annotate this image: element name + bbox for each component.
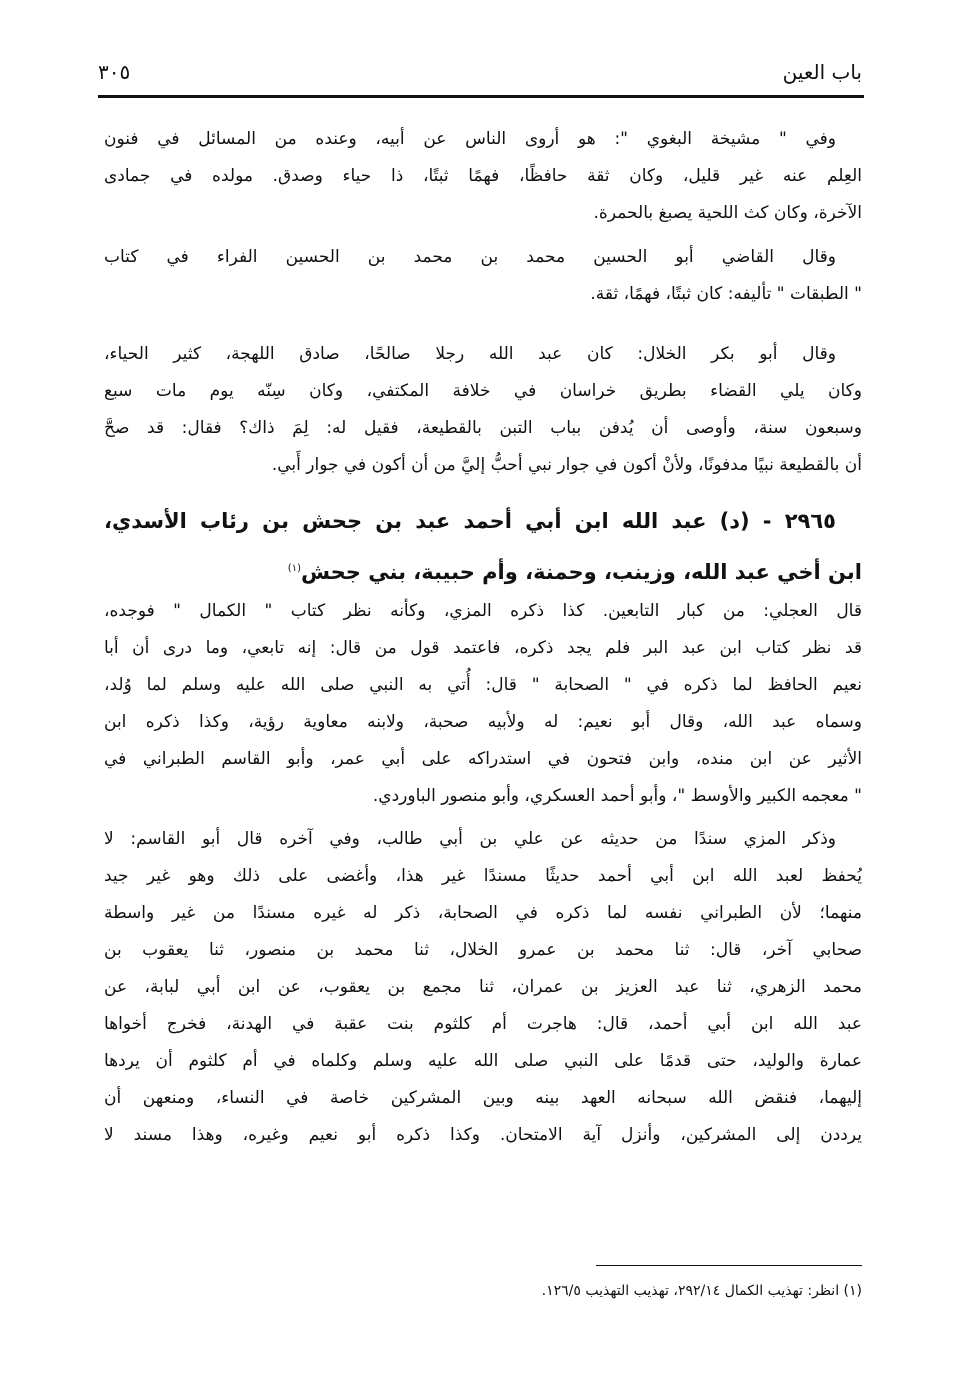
text-line: " الطبقات " تأليفه: كان ثبتًا، فهمًا، ثقة. — [590, 284, 862, 304]
page-number: ٣٠٥ — [98, 60, 131, 84]
text-line: العِلم عنه غير قليل، وكان ثقة حافظًا، فهمًا ثبتًا، ذا حياء وصدق. مولده في جمادى — [104, 166, 862, 186]
footnote-rule — [596, 1265, 862, 1266]
text-line: وذكر المزي سندًا من حديثه عن علي بن أبي طالب، وفي آخره قال أبو القاسم: لا — [104, 829, 836, 849]
text-line: صحابي آخر، قال: ثنا محمد بن عمرو الخلال، ثنا محمد بن منصور، ثنا يعقوب بن — [104, 940, 862, 960]
paragraph-3 — [104, 336, 862, 484]
text-line: وفي " مشيخة البغوي ": هو أروى الناس عن أبيه، وعنده من المسائل في فنون — [104, 129, 836, 149]
text-line: عمارة والوليد، حتى قدمًا على النبي صلى الله عليه وسلم وكلماه في أم كلثوم أن يردها — [104, 1051, 862, 1071]
text-line: الأثير عن ابن منده، وابن فتحون في استدراكه على أبي عمر، وأبو القاسم الطبراني في — [104, 749, 862, 769]
text-line: وقال أبو بكر الخلال: كان عبد الله رجلا صالحًا، صادق اللهجة، كثير الحياء، — [104, 344, 836, 364]
paragraph-4 — [104, 593, 862, 815]
text-line: منهما؛ لأن الطبراني نفسه لما ذكره في الصحابة، ذكر له غيره مسندًا من غير واسطة — [104, 903, 862, 923]
text-line: وقال القاضي أبو الحسين محمد بن محمد بن الحسين الفراء في كتاب — [104, 247, 836, 267]
header-rule — [98, 95, 864, 98]
text-line: إليهما، فنقض الله سبحانه العهد بينه وبين المشركين خاصة في النساء، ومنعهن أن — [104, 1088, 862, 1108]
running-header-title: باب العين — [782, 60, 862, 84]
text-line: محمد الزهري، ثنا عبد العزيز بن عمران، ثنا مجمع بن يعقوب، عن ابن أبي لبابة، عن — [104, 977, 862, 997]
entry-heading — [104, 498, 862, 592]
footnote: (١) انظر: تهذيب الكمال ٢٩٢/١٤، تهذيب التهذيب ١٢٦/٥. — [541, 1283, 862, 1299]
text-line: عبد الله ابن أبي أحمد، قال: هاجرت أم كلثوم بنت عقبة في الهدنة، فخرج أخواها — [104, 1014, 862, 1034]
text-line: يُحفظ لعبد الله ابن أبي أحمد حديثًا مسندًا غير هذا، وأغضى على ذلك وهو غير جيد — [104, 866, 862, 886]
paragraph-5 — [104, 821, 862, 1154]
paragraph-2 — [104, 239, 862, 313]
footnote-marker[interactable]: (١) — [287, 563, 301, 574]
text-line: أن بالقطيعة نبيًا مدفونًا، ولأنْ أكون في جوار نبي أحبُّ إليَّ من أن أكون في جوار أَبي. — [271, 455, 862, 475]
text-line: وكان يلي القضاء بطريق خراسان في خلافة المكتفي، وكان سِنّه يوم مات سبع — [104, 381, 862, 401]
heading-line: ٢٩٦٥ - (د) عبد الله ابن أبي أحمد عبد بن جحش بن رئاب الأسدي، — [104, 509, 836, 533]
text-line: وسماه عبد الله، وقال أبو نعيم: له ولأبيه صحبة، ولابنه معاوية رؤية، وكذا ذكره ابن — [104, 712, 862, 732]
text-line: " معجمه الكبير والأوسط "، وأبو أحمد العسكري، وأبو منصور الباوردي. — [372, 786, 862, 806]
text-line: نعيم الحافظ لما ذكره في " الصحابة " قال: أُتي به النبي صلى الله عليه وسلم لما وُلد، — [104, 675, 862, 695]
text-line: قال العجلي: من كبار التابعين. كذا ذكره المزي، وكأنه نظر كتاب " الكمال " فوجده، — [104, 601, 862, 621]
text-line: قد نظر كتاب ابن عبد البر فلم يجد ذكره، فاعتمد قول من قال: إنه تابعي، وما درى أن أبا — [104, 638, 862, 658]
text-line: وسبعون سنة، وأوصى أن يُدفن بباب التبن بالقطيعة، فقيل له: لِمَ ذاك؟ فقال: قد صحَّ — [104, 418, 862, 438]
paragraph-1 — [104, 121, 862, 232]
heading-line: ابن أخي عبد الله، وزينب، وحمنة، وأم حبيبة، بني جحش — [300, 560, 862, 584]
text-line: يرددن إلى المشركين، وأنزل آية الامتحان. وكذا ذكره أبو نعيم وغيره، وهذا مسند لا — [104, 1125, 862, 1145]
text-line: الآخرة، وكان كث اللحية يصبغ بالحمرة. — [593, 203, 862, 223]
